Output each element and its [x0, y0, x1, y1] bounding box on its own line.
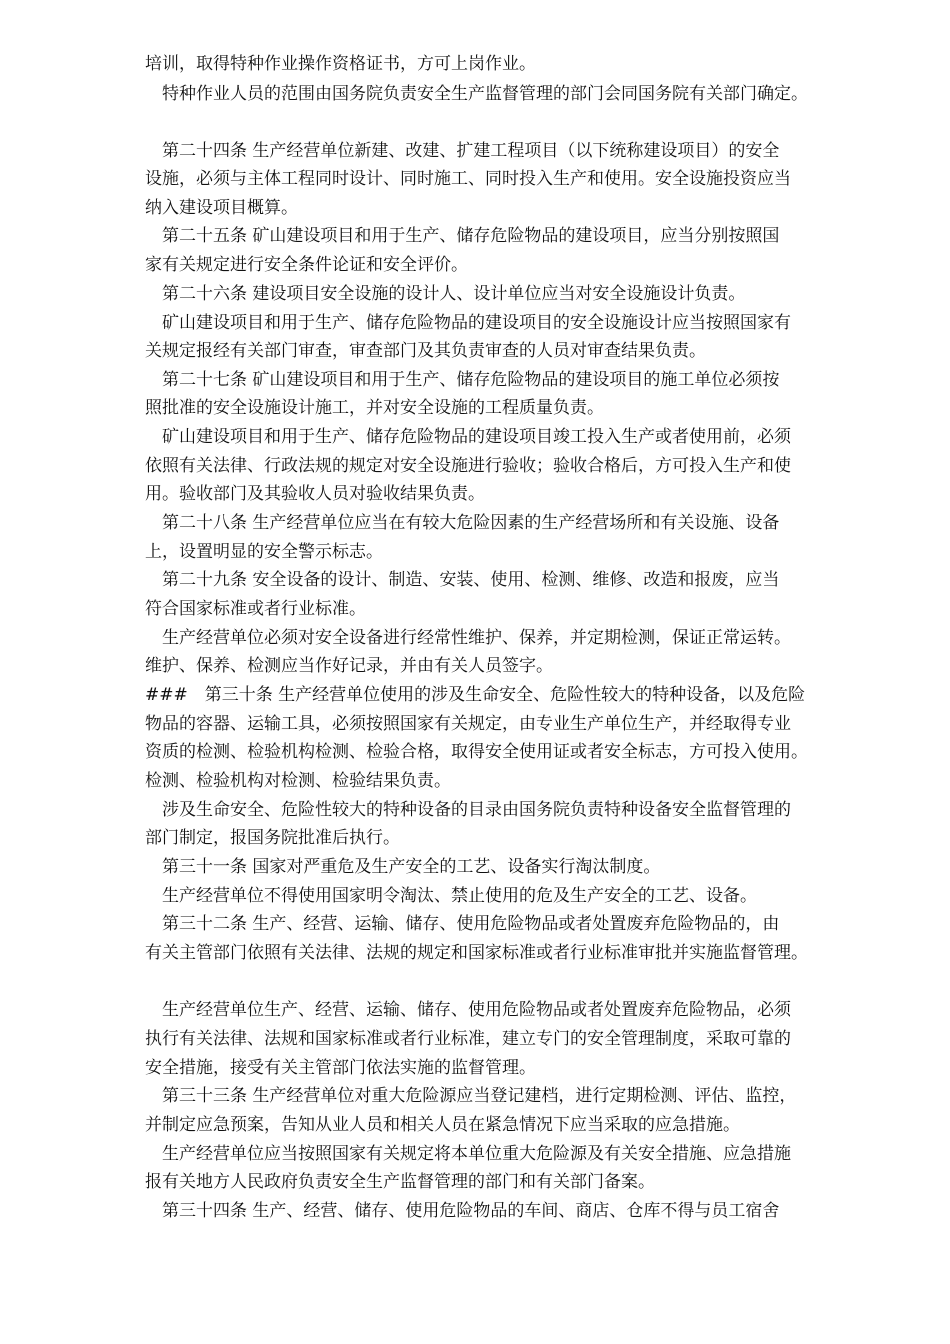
text-line: 安全措施，接受有关主管部门依法实施的监督管理。: [145, 1058, 536, 1078]
text-line: 生产经营单位必须对安全设备进行经常性维护、保养，并定期检测，保证正常运转。: [162, 628, 791, 648]
text-line: 并制定应急预案，告知从业人员和相关人员在紧急情况下应当采取的应急措施。: [145, 1115, 740, 1135]
text-line: 部门制定，报国务院批准后执行。: [145, 828, 400, 848]
text-line: 第二十七条 矿山建设项目和用于生产、储存危险物品的建设项目的施工单位必须按: [162, 370, 780, 390]
text-line: 第二十九条 安全设备的设计、制造、安装、使用、检测、维修、改造和报废，应当: [162, 570, 780, 590]
text-line: 第二十六条 建设项目安全设施的设计人、设计单位应当对安全设施设计负责。: [162, 284, 746, 304]
text-line: 物品的容器、运输工具，必须按照国家有关规定，由专业生产单位生产，并经取得专业: [145, 714, 791, 734]
text-line: 特种作业人员的范围由国务院负责安全生产监督管理的部门会同国务院有关部门确定。: [162, 84, 808, 104]
text-line: 关规定报经有关部门审查，审查部门及其负责审查的人员对审查结果负责。: [145, 341, 706, 361]
text-line: 生产经营单位生产、经营、运输、储存、使用危险物品或者处置废弃危险物品，必须: [162, 1000, 791, 1020]
text-line: 依照有关法律、行政法规的规定对安全设施进行验收；验收合格后，方可投入生产和使: [145, 456, 791, 476]
text-line: 维护、保养、检测应当作好记录，并由有关人员签字。: [145, 656, 553, 676]
text-line: 生产经营单位不得使用国家明令淘汰、禁止使用的危及生产安全的工艺、设备。: [162, 886, 757, 906]
text-line: 有关主管部门依照有关法律、法规的规定和国家标准或者行业标准审批并实施监督管理。: [145, 943, 808, 963]
text-line: 矿山建设项目和用于生产、储存危险物品的建设项目的安全设施设计应当按照国家有: [162, 313, 791, 333]
text-line: 检测、检验机构对检测、检验结果负责。: [145, 771, 451, 791]
text-line: 第三十二条 生产、经营、运输、储存、使用危险物品或者处置废弃危险物品的，由: [162, 914, 780, 934]
text-line: 涉及生命安全、危险性较大的特种设备的目录由国务院负责特种设备安全监督管理的: [162, 800, 791, 820]
text-line: 矿山建设项目和用于生产、储存危险物品的建设项目竣工投入生产或者使用前，必须: [162, 427, 791, 447]
text-line: 第二十四条 生产经营单位新建、改建、扩建工程项目（以下统称建设项目）的安全: [162, 141, 780, 161]
text-line: 上，设置明显的安全警示标志。: [145, 542, 383, 562]
text-line: 资质的检测、检验机构检测、检验合格，取得安全使用证或者安全标志，方可投入使用。: [145, 742, 808, 762]
text-line: 第三十四条 生产、经营、储存、使用危险物品的车间、商店、仓库不得与员工宿舍: [162, 1201, 780, 1221]
text-line: 第三十一条 国家对严重危及生产安全的工艺、设备实行淘汰制度。: [162, 857, 661, 877]
text-line: 培训，取得特种作业操作资格证书，方可上岗作业。: [145, 54, 536, 74]
text-line: ### 第三十条 生产经营单位使用的涉及生命安全、危险性较大的特种设备，以及危险: [145, 685, 806, 705]
text-line: 纳入建设项目概算。: [145, 198, 298, 218]
text-line: 第二十五条 矿山建设项目和用于生产、储存危险物品的建设项目，应当分别按照国: [162, 226, 780, 246]
text-line: 符合国家标准或者行业标准。: [145, 599, 366, 619]
text-line: 生产经营单位应当按照国家有关规定将本单位重大危险源及有关安全措施、应急措施: [162, 1144, 791, 1164]
text-line: 家有关规定进行安全条件论证和安全评价。: [145, 255, 468, 275]
text-line: 第二十八条 生产经营单位应当在有较大危险因素的生产经营场所和有关设施、设备: [162, 513, 780, 533]
text-line: 报有关地方人民政府负责安全生产监督管理的部门和有关部门备案。: [145, 1172, 655, 1192]
text-line: 执行有关法律、法规和国家标准或者行业标准，建立专门的安全管理制度，采取可靠的: [145, 1029, 791, 1049]
text-line: 照批准的安全设施设计施工，并对安全设施的工程质量负责。: [145, 398, 604, 418]
text-line: 用。验收部门及其验收人员对验收结果负责。: [145, 484, 485, 504]
text-line: 第三十三条 生产经营单位对重大危险源应当登记建档，进行定期检测、评估、监控，: [162, 1086, 797, 1106]
text-line: 设施，必须与主体工程同时设计、同时施工、同时投入生产和使用。安全设施投资应当: [145, 169, 791, 189]
